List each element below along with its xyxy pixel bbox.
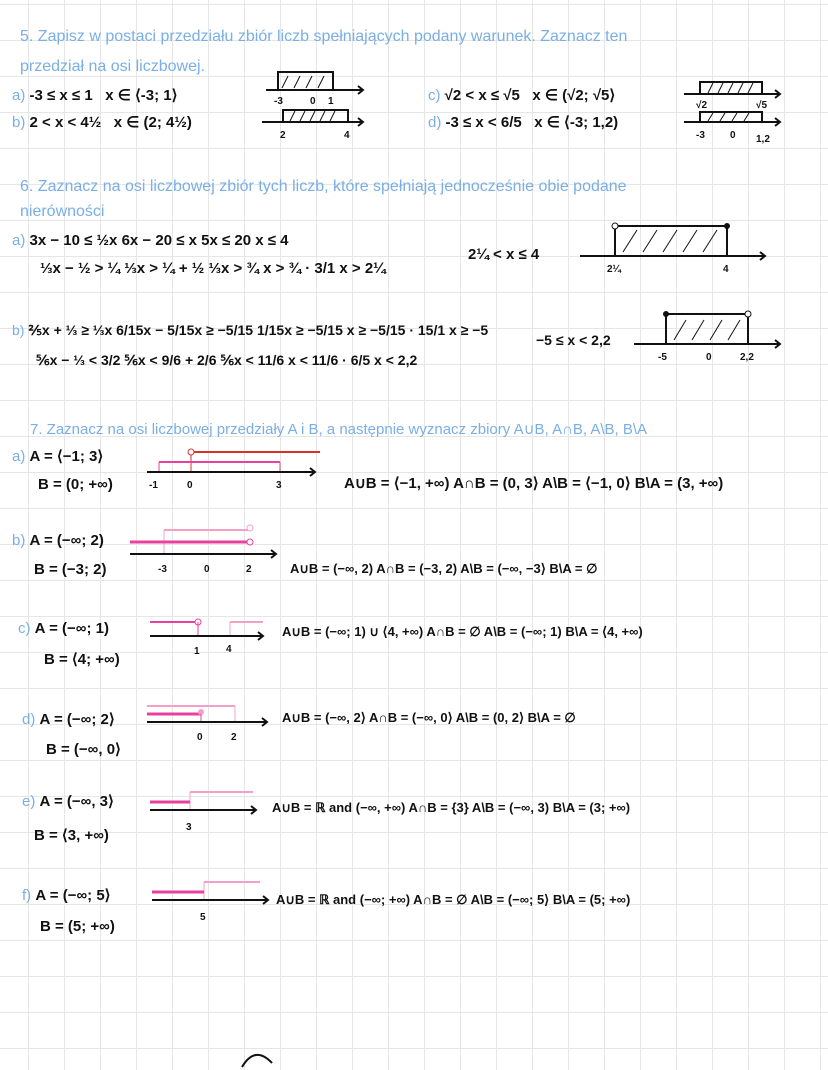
inequality: -3 ≤ x ≤ 1: [29, 87, 93, 104]
ex7-b-A: [12, 532, 104, 549]
ex7-a-results: A∪B = ⟨−1, +∞) A∩B = (0, 3⟩ A\B = ⟨−1, 0⟩ B\A = (3, +∞): [344, 475, 724, 492]
set-a: A = (−∞; 5⟩: [35, 887, 111, 904]
number-line-6b: [630, 310, 790, 370]
number-line-5d: [680, 110, 790, 150]
ex5-b: [12, 113, 192, 131]
ex5-d: [428, 113, 618, 131]
tick-label: 1: [328, 96, 334, 107]
interval: x ∈ (√2; √5⟩: [532, 87, 616, 104]
tick-label: 0: [187, 480, 193, 491]
tick-label: 1,2: [756, 134, 770, 145]
caret-mark-icon: [240, 1045, 280, 1070]
ex6-b-line2: ⅚x − ⅓ < 3/2 ⅚x < 9/6 + 2/6 ⅚x < 11/6 x < 11/6 · 6/5 x < 2,2: [36, 352, 418, 368]
inequality: 2 < x < 4½: [29, 114, 102, 131]
number-line-7d: [145, 700, 275, 746]
number-line-7a: [145, 448, 325, 496]
tick-label: 2¼: [607, 264, 621, 275]
number-line-5a: [262, 70, 372, 112]
tick-label: -3: [274, 96, 283, 107]
ex7-b-B: B = (−3; 2): [34, 561, 107, 578]
tick-label: 2: [246, 564, 252, 575]
ex7-a-A: [12, 447, 103, 465]
ex7-f-A: [22, 886, 111, 904]
tick-label: -1: [149, 480, 158, 491]
inequality: -3 ≤ x < 6/5: [445, 114, 522, 131]
tick-label: 4: [723, 264, 729, 275]
tick-label: 2,2: [740, 352, 754, 363]
ex7-d-A: [22, 710, 115, 728]
ex5-a: [12, 86, 178, 104]
ex5-c: [428, 86, 615, 104]
item-label: c): [428, 87, 441, 104]
tick-label: 0: [197, 732, 203, 743]
ex7-c-B: B = ⟨4; +∞): [44, 651, 120, 668]
ex5-title-line2: przedział na osi liczbowej.: [20, 58, 205, 75]
interval: x ∈ ⟨-3; 1⟩: [105, 87, 178, 104]
tick-label: 3: [186, 822, 192, 833]
work-line: 3x − 10 ≤ ½x 6x − 20 ≤ x 5x ≤ 20 x ≤ 4: [29, 232, 289, 249]
tick-label: 1: [194, 646, 200, 657]
ex7-f-B: B = (5; +∞): [40, 918, 115, 935]
set-a: A = (−∞, 3⟩: [39, 793, 114, 810]
tick-label: 2: [231, 732, 237, 743]
item-label: c): [18, 620, 31, 637]
tick-label: 0: [706, 352, 712, 363]
interval: x ∈ (2; 4½): [113, 114, 192, 131]
ex7-a-B: B = (0; +∞): [38, 476, 113, 493]
tick-label: 4: [344, 130, 350, 141]
number-line-7e: [148, 788, 268, 836]
item-label: b): [12, 322, 25, 338]
tick-label: 4: [226, 644, 232, 655]
item-label: b): [12, 532, 26, 549]
ex6-a-line1: [12, 232, 288, 249]
ex7-title: 7. Zaznacz na osi liczbowej przedziały A i B, a następnie wyznacz zbiory A∪B, A∩B, A\B, B\A: [30, 421, 648, 438]
ex7-d-B: B = (−∞, 0⟩: [46, 741, 121, 758]
tick-label: 5: [200, 912, 206, 923]
number-line-5b: [258, 108, 368, 144]
tick-label: √5: [756, 100, 768, 111]
inequality: √2 < x ≤ √5: [444, 87, 520, 104]
number-line-6a: [575, 220, 775, 280]
item-label: b): [12, 114, 26, 131]
ex6-title-line2: nierówności: [20, 203, 105, 220]
item-label: e): [22, 793, 36, 810]
ex7-d-results: A∪B = (−∞, 2⟩ A∩B = (−∞, 0⟩ A\B = (0, 2⟩ B\A = ∅: [282, 710, 576, 725]
ex6-b-result: −5 ≤ x < 2,2: [536, 332, 611, 348]
tick-label: √2: [696, 100, 708, 111]
ex7-e-B: B = ⟨3, +∞): [34, 827, 109, 844]
interval: x ∈ ⟨-3; 1,2): [534, 114, 619, 131]
ex6-title-line1: 6. Zaznacz na osi liczbowej zbiór tych liczb, które spełniają jednocześnie obie podane: [20, 178, 627, 195]
set-a: A = (−∞; 2): [29, 532, 104, 549]
item-label: d): [428, 114, 442, 131]
number-line-7b: [128, 524, 288, 576]
item-label: a): [12, 232, 26, 249]
set-a: A = ⟨−1; 3⟩: [29, 448, 104, 465]
ex7-f-results: A∪B = ℝ and (−∞; +∞) A∩B = ∅ A\B = (−∞; 5⟩ B\A = (5; +∞): [276, 892, 631, 907]
set-a: A = (−∞; 1): [34, 620, 109, 637]
ex7-e-results: A∪B = ℝ and (−∞, +∞) A∩B = {3} A\B = (−∞, 3) B\A = (3; +∞): [272, 800, 631, 815]
tick-label: 2: [280, 130, 286, 141]
item-label: f): [22, 887, 32, 904]
work-line: ⅖x + ⅓ ≥ ⅓x 6/15x − 5/15x ≥ −5/15 1/15x ≥ −5/15 x ≥ −5/15 · 15/1 x ≥ −5: [28, 322, 489, 338]
ex6-b-line1: [12, 322, 488, 339]
tick-label: 0: [730, 130, 736, 141]
tick-label: 3: [276, 480, 282, 491]
tick-label: 0: [204, 564, 210, 575]
item-label: a): [12, 87, 26, 104]
set-a: A = (−∞; 2⟩: [39, 711, 115, 728]
tick-label: -5: [658, 352, 667, 363]
tick-label: -3: [158, 564, 167, 575]
ex7-e-A: [22, 792, 114, 810]
ex7-c-results: A∪B = (−∞; 1) ∪ ⟨4, +∞) A∩B = ∅ A\B = (−∞; 1) B\A = ⟨4, +∞): [282, 624, 643, 639]
tick-label: 0: [310, 96, 316, 107]
ex5-title-line1: 5. Zapisz w postaci przedziału zbiór liczb spełniających podany warunek. Zaznacz ten: [20, 28, 628, 45]
ex7-c-A: [18, 620, 109, 637]
ex7-b-results: A∪B = (−∞, 2) A∩B = (−3, 2) A\B = (−∞, −3⟩ B\A = ∅: [290, 561, 598, 576]
ex6-a-line2: ⅓x − ½ > ¼ ⅓x > ¼ + ½ ⅓x > ¾ x > ¾ · 3/1 x > 2¼: [40, 260, 386, 277]
number-line-7f: [150, 878, 280, 926]
item-label: a): [12, 448, 26, 465]
tick-label: -3: [696, 130, 705, 141]
ex6-a-result: 2¼ < x ≤ 4: [468, 246, 540, 263]
item-label: d): [22, 711, 36, 728]
number-line-7c: [148, 614, 268, 662]
